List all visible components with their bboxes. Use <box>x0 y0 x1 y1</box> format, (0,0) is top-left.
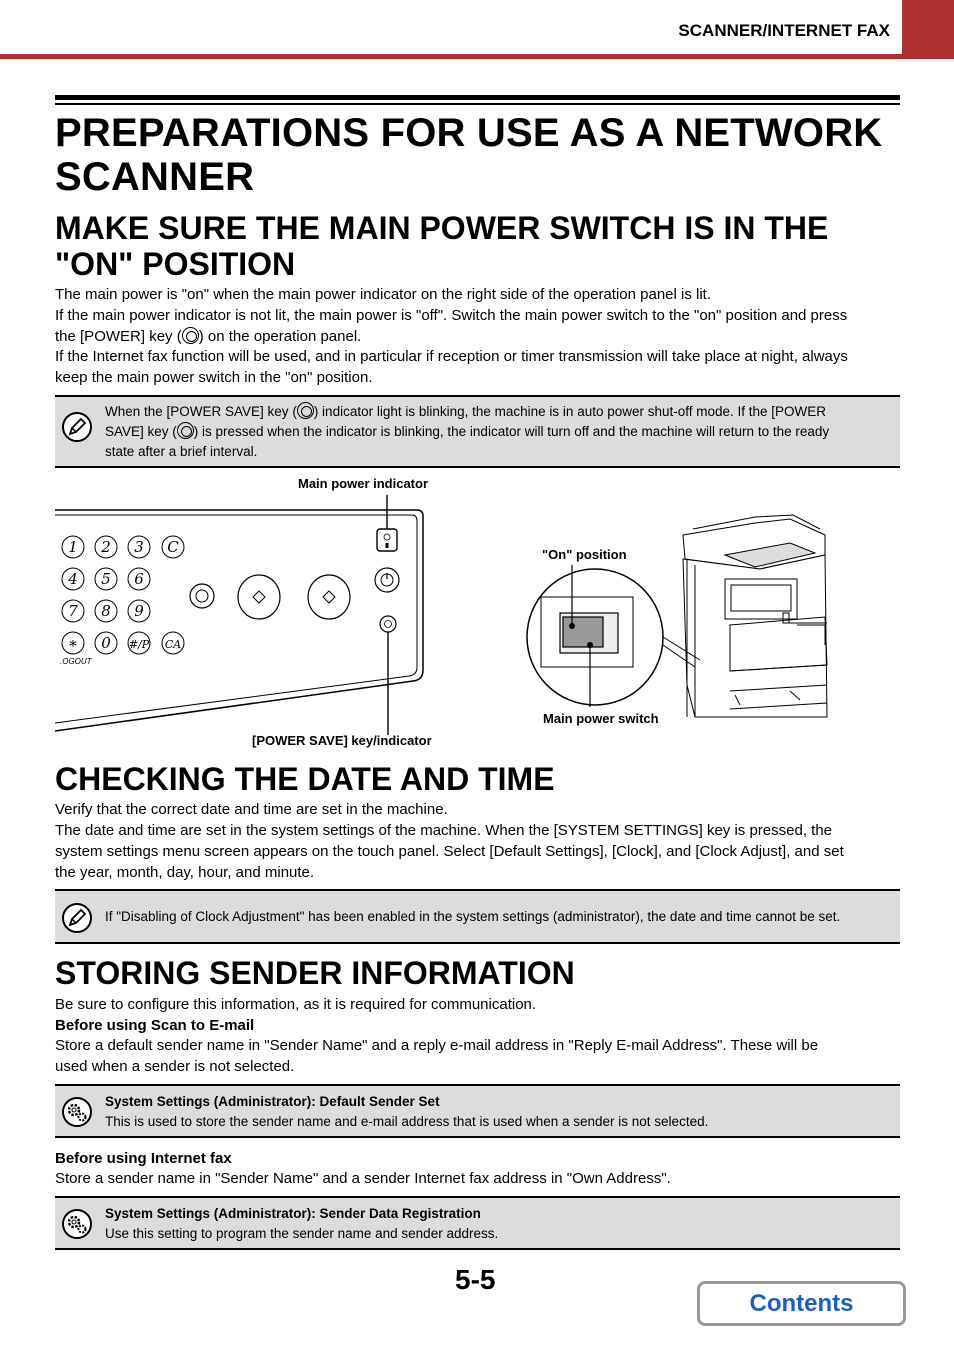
setting-description: Use this setting to program the sender name and sender address. <box>105 1226 499 1241</box>
body-text: system settings menu screen appears on the touch panel. Select [Default Settings], [Clock], and [Clock Adjust], and set <box>55 843 844 860</box>
keypad-key-label: 8 <box>101 602 111 620</box>
contents-button[interactable]: Contents <box>697 1281 906 1326</box>
setting-title: System Settings (Administrator): Sender Data Registration <box>105 1206 481 1221</box>
keypad-key-label: 2 <box>101 538 111 556</box>
label-power-save: [POWER SAVE] key/indicator <box>252 733 432 748</box>
note-line: When the [POWER SAVE] key ( ) indicator light is blinking, the machine is in auto power shut-off mode. If the [POWER <box>105 404 827 419</box>
subheading-scan-to-email: Before using Scan to E-mail <box>55 1017 255 1034</box>
gear-settings-icon <box>61 1208 93 1240</box>
page-number: 5-5 <box>455 1264 496 1295</box>
page-title: PREPARATIONS FOR USE AS A NETWORK SCANNER <box>55 111 883 199</box>
label-main-power-switch: Main power switch <box>543 711 659 726</box>
header-accent-block <box>902 0 954 54</box>
body-text: used when a sender is not selected. <box>55 1058 295 1075</box>
operation-panel-figure <box>55 495 900 740</box>
setting-description: This is used to store the sender name and e-mail address that is used when a sender is not selected. <box>105 1114 709 1129</box>
keypad-key-label: 3 <box>134 538 144 556</box>
start-key-bw-icon <box>238 575 280 619</box>
body-text: Be sure to configure this information, as it is required for communication. <box>55 996 537 1013</box>
body-text: Store a sender name in "Sender Name" and a sender Internet fax address in "Own Address". <box>55 1170 671 1187</box>
body-text: Store a default sender name in "Sender Name" and a reply e-mail address in "Reply E-mail Address". These will be <box>55 1037 819 1054</box>
header-title: SCANNER/INTERNET FAX <box>678 21 890 40</box>
note-line: SAVE] key ( ) is pressed when the indicator is blinking, the indicator will turn off and the machine will return to the ready <box>105 424 830 439</box>
logout-text: .OGOUT <box>60 657 92 666</box>
keypad-key-label: C <box>167 538 179 556</box>
note-box <box>55 889 900 944</box>
title-rule-bottom <box>55 103 900 105</box>
body-text: If the Internet fax function will be used, and in particular if reception or timer transmission will take place at night, always <box>55 348 848 365</box>
power-key-icon <box>375 568 399 592</box>
gear-settings-icon <box>61 1096 93 1128</box>
label-on-position: "On" position <box>542 547 627 562</box>
body-text: The main power is "on" when the main power indicator on the right side of the operation panel is lit. <box>55 286 712 303</box>
keypad-key-label: 5 <box>101 570 111 588</box>
settings-box <box>55 1084 900 1138</box>
page-header <box>0 0 954 60</box>
note-box <box>55 395 900 468</box>
section-heading-power: MAKE SURE THE MAIN POWER SWITCH IS IN THE "ON" POSITION <box>55 210 829 282</box>
body-text: If the main power indicator is not lit, the main power is "off". Switch the main power switch to the "on" position and press <box>55 307 848 324</box>
label-main-power-indicator: Main power indicator <box>298 476 429 491</box>
keypad-key-label: ∗ <box>67 634 79 652</box>
keypad-key-label: 7 <box>68 602 78 620</box>
numeric-keypad <box>62 536 184 654</box>
note-line: If "Disabling of Clock Adjustment" has been enabled in the system settings (administrator), the date and time cannot be set. <box>105 909 841 924</box>
keypad-key-label: 4 <box>68 570 78 588</box>
body-text: the year, month, day, hour, and minute. <box>55 864 315 881</box>
note-line: state after a brief interval. <box>105 444 258 459</box>
section-heading-date-time: CHECKING THE DATE AND TIME <box>55 761 555 797</box>
power-save-key-icon <box>177 422 194 439</box>
header-rule <box>0 54 954 59</box>
power-save-key-icon <box>297 402 314 419</box>
subheading-internet-fax: Before using Internet fax <box>55 1150 232 1167</box>
main-power-switch-icon <box>563 617 603 647</box>
body-text: the [POWER] key ( ) on the operation panel. <box>55 328 362 345</box>
section-heading-sender: STORING SENDER INFORMATION <box>55 955 575 991</box>
keypad-key-label: 6 <box>134 570 144 588</box>
settings-box <box>55 1196 900 1250</box>
body-text: The date and time are set in the system settings of the machine. When the [SYSTEM SETTINGS] key is pressed, the <box>55 822 833 839</box>
pencil-note-icon <box>61 411 93 443</box>
title-rule-top <box>55 95 900 100</box>
keypad-key-label: 9 <box>134 602 144 620</box>
body-text: keep the main power switch in the "on" position. <box>55 369 373 386</box>
stop-key-icon <box>190 584 214 608</box>
multifunction-printer-illustration <box>683 515 827 717</box>
power-save-key-icon <box>380 616 396 632</box>
keypad-key-label: 1 <box>68 538 78 556</box>
start-key-color-icon <box>308 575 350 619</box>
keypad-key-label: #/P <box>128 638 150 651</box>
pencil-note-icon <box>61 902 93 934</box>
keypad-key-label: CA <box>164 638 182 651</box>
body-text: Verify that the correct date and time are set in the machine. <box>55 801 448 818</box>
keypad-key-label: 0 <box>101 634 111 652</box>
setting-title: System Settings (Administrator): Default Sender Set <box>105 1094 440 1109</box>
power-key-icon <box>182 327 199 344</box>
